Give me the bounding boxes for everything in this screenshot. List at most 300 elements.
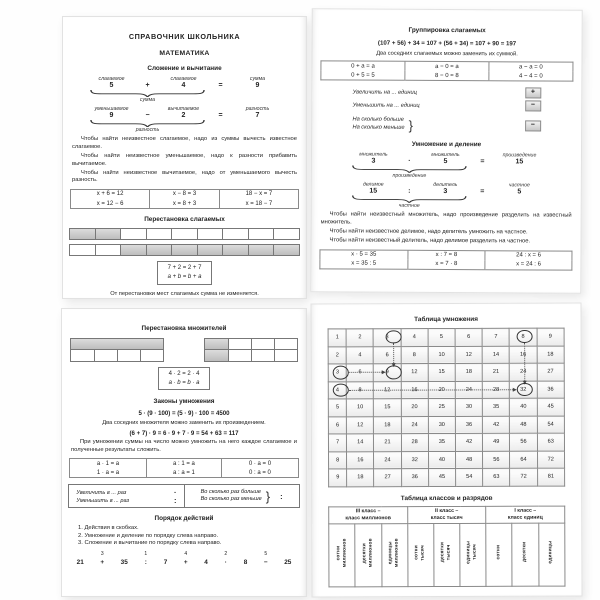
compare-lines [352,117,404,133]
diagram-term: 5 [109,82,114,89]
table-row [70,468,298,478]
table-cell: 1 · a = a [96,469,120,476]
order-rule-line: 3. Сложение и вычитание по порядку слева направо. [78,540,222,547]
rule-paragraph: Чтобы найти неизвестное делимое, надо делитель умножить на частное. [329,228,528,236]
order-number: 4 [184,551,188,558]
table-cell: 0 : a = 0 [222,468,298,478]
strip-cell [171,229,196,239]
section-heading-add-sub: Сложение и вычитание [147,65,222,72]
product-cell: 56 [483,451,510,469]
product-cell: 42 [483,416,510,434]
decrease-units-label: Уменьшить на ... единиц [352,102,420,109]
factor-grid-rows [70,338,164,362]
law-formula: a · b = b · a [168,379,200,386]
expression-token [284,551,291,566]
section-heading-order: Порядок действий [154,515,214,523]
product-cell: 35 [483,398,510,416]
product-cell: 36 [537,381,564,399]
mult-row [329,416,565,434]
product-cell: 14 [482,346,509,364]
digit-cell [512,523,538,586]
product-cell: 30 [428,416,455,434]
product-cell: 5 [328,399,346,417]
times-less-label: Во сколько раз меньше [200,496,262,503]
table-cell: 0 + 5 = 5 [351,72,375,79]
product-cell: 7 [329,434,347,452]
product-cell: 10 [347,399,374,417]
order-number [205,551,206,559]
diagram-term: 3 [371,157,376,165]
rule-paragraph: Чтобы найти неизвестный делитель, надо делимое разделить на частное. [329,237,531,245]
operand-label: уменьшаемое [94,106,129,113]
table-cell: 0 · a = 0 [222,459,298,469]
product-cell: 16 [347,451,374,469]
strip-cell [273,245,298,255]
token-text: 21 [76,559,84,567]
table-row [320,250,572,261]
product-cell: 25 [428,398,455,416]
grouping-equation: (107 + 56) + 34 = 107 + (56 + 34) = 107 + 90 = 197 [377,39,517,48]
class-group-header: II класс – класс тысяч [407,506,486,524]
diagram-term: 15 [369,187,378,195]
product-cell: 10 [428,346,455,364]
product-cell: 9 [537,328,564,346]
product-cell: 72 [510,468,537,486]
strip-cell [197,229,222,239]
increase-times-row [76,489,176,497]
brace-label: сумма [139,97,156,104]
page-bottom-right [310,303,582,598]
grid-cell [274,350,297,361]
footer-note: От перестановки мест слагаемых сумма не изменяется. [110,290,259,297]
expression-token [204,551,208,566]
decrease-times-label: Уменьшить в ... раз [76,498,130,505]
digit-label: десятки [522,542,528,563]
product-cell: 63 [483,468,510,486]
product-cell: 6 [374,346,401,364]
increase-times-label: Увеличить в ... раз [76,489,127,496]
expression-token [100,551,104,566]
product-cell: 27 [537,363,564,381]
grid-cell [251,350,275,361]
grid-cell [140,339,163,350]
curly-brace: } [265,488,271,504]
product-cell: 12 [401,364,428,382]
minus-sign-box: − [525,120,541,131]
table-row [70,459,298,469]
operand-label: множитель [431,152,460,159]
diagram-term: 2 [181,112,186,120]
expression-token [264,551,268,566]
product-cell: 4 [346,346,373,364]
order-number [124,551,125,559]
table-cell: a : a = 1 [146,468,222,478]
rules-block [312,212,581,247]
product-cell: 8 [401,346,428,364]
strip-cell [146,245,171,255]
strip-cell [120,245,145,255]
division-diagram [344,182,548,210]
law-example: 7 + 2 = 2 + 7 [167,265,202,272]
product-cell: 24 [374,451,401,469]
associative-note: Два соседних множителя можно заменить их произведением. [102,420,266,427]
product-cell: 64 [510,451,537,469]
addition-diagram [83,76,287,103]
compare-times-lines [201,489,262,505]
highlight-circle [517,330,533,344]
order-number [165,551,166,559]
product-cell: 20 [401,399,428,417]
grid-cell [205,339,229,350]
token-text: − [263,559,268,567]
product-cell: 1 [328,329,346,347]
grid-cell [71,350,95,361]
rule-paragraph: Чтобы найти неизвестное слагаемое, надо из суммы вычесть известное слагаемое. [72,136,297,150]
digit-label: десятки тысяч [440,542,452,563]
diagram-term: 9 [255,82,260,89]
factor-grids-row [62,338,306,362]
diagram-term: = [480,188,485,196]
product-cell: 6 [346,364,373,382]
product-cell: 18 [374,416,401,434]
product-cell: 24 [401,416,428,434]
table-cell: x = 24 : 6 [485,260,572,270]
addend-strip-1 [69,228,299,240]
product-cell: 15 [374,399,401,417]
product-cell: 4 [401,329,428,347]
commutative-law-box [157,261,213,284]
expression-token [164,551,168,566]
dotted-guide-line [393,343,394,365]
table-cell: x = 8 + 3 [149,199,219,209]
decrease-times-row [76,497,176,505]
classes-table-wrap [312,505,581,587]
diagram-term: 5 [443,158,448,166]
digit-label: сотни [496,544,502,560]
underbrace [89,90,206,97]
section-heading-factors: Перестановка множителей [141,325,227,332]
plus-sign-box: + [525,88,541,99]
strip-cell [222,245,247,255]
product-cell: 36 [401,469,428,487]
product-cell: 21 [482,363,509,381]
brace-label: частное [398,203,420,210]
token-text: 8 [243,559,248,567]
strip-cell [146,229,171,239]
grid-cell [94,339,118,350]
subject-title: МАТЕМАТИКА [159,50,210,57]
table-cell: a − a = 0 [489,62,573,72]
rule-paragraph: Чтобы найти неизвестное вычитаемое, надо от уменьшаемого вычесть разность. [72,169,297,184]
product-cell: 28 [482,381,509,399]
distributive-note: При умножении суммы на число можно умножить на него каждое слагаемое и полученные результаты сложить. [71,438,297,453]
expression-token [224,551,227,566]
product-cell: 8 [509,328,536,346]
expression-token [184,551,188,566]
strip-cell [197,245,222,255]
dotted-guide-line [349,372,384,373]
product-cell: 9 [374,364,401,382]
product-cell: 54 [456,468,483,486]
operand-label: делимое [362,181,384,188]
table-cell: x : 7 = 8 [407,250,485,260]
table-cell: 4 − 4 = 0 [489,71,573,81]
multiply-dot-symbol: · [174,487,177,497]
book-title: СПРАВОЧНИК ШКОЛЬНИКА [128,32,241,41]
rule-paragraph: Чтобы найти неизвестное уменьшаемое, надо к разности прибавить вычитаемое. [72,152,297,167]
digit-label: единицы миллионов [388,538,400,568]
minus-sign-box: − [525,101,541,112]
diagram-term: = [480,158,485,166]
increase-units-label: Увеличить на ... единиц [352,89,417,96]
product-cell: 3 [328,364,346,382]
operand-label: слагаемое [98,76,125,82]
divide-colon-symbol: : [174,496,177,506]
table-cell: x + 6 = 12 [96,191,124,198]
highlight-circle [386,365,402,379]
class-group-header: III класс – класс миллионов [329,506,408,524]
product-cell: 42 [455,433,482,451]
highlight-circle [517,383,533,397]
expression-token [244,551,248,566]
product-cell: 35 [428,433,455,451]
product-cell: 18 [537,346,564,364]
digit-label: единицы тысяч [466,540,479,564]
grouping-note: Два соседних слагаемых можно заменить их суммой. [376,50,518,58]
classes-table [328,505,565,587]
product-cell: 48 [456,451,483,469]
diagram-term: · [408,157,411,165]
operand-label: сумма [249,76,266,82]
token-text: + [183,559,188,567]
diagram-term: = [218,82,223,89]
associative-equation: 5 · (9 · 100) = (5 · 9) · 100 = 4500 [138,410,230,418]
digit-cell [381,524,407,587]
operand-label: множитель [359,151,388,158]
product-cell: 2 [346,329,373,347]
product-cell: 81 [537,468,564,486]
commutative-multiplication-box [158,367,211,390]
table-cell: 8 − 0 = 8 [405,71,489,81]
page-top-right [310,8,582,293]
compare-less-label: На сколько меньше [352,124,405,131]
product-cell: 8 [329,451,347,469]
product-cell: 72 [537,451,564,469]
diagram-term: 7 [255,112,260,120]
digit-cell [434,523,460,586]
class-group-header: I класс – класс единиц [486,506,565,524]
law-formula: a + b = b + a [167,273,202,280]
mult-row [329,468,565,486]
order-number: 2 [224,551,228,558]
operand-label: разность [245,106,270,113]
brace-label: разность [135,127,160,134]
product-cell: 16 [401,381,428,399]
strip-cell [248,229,273,239]
product-cell: 30 [455,398,482,416]
digit-label: единицы [548,540,554,564]
brace-label: произведение [392,172,427,180]
table-cell: x = 7 · 8 [407,260,485,270]
digit-cell [460,523,486,586]
token-text: 4 [204,559,208,567]
product-cell: 12 [347,416,374,434]
table-cell: 24 : x = 6 [485,251,572,261]
decrease-units-row [353,100,541,112]
product-cell: 15 [428,363,455,381]
operand-label: делитель [433,182,458,189]
product-cell: 6 [329,416,347,434]
product-cell: 14 [347,434,374,452]
token-text: 25 [284,559,292,567]
compare-more-label: На сколько больше [352,116,404,123]
order-expression [77,551,292,566]
digit-cell [329,524,355,587]
times-operations-box [68,484,299,508]
table-cell: x = 12 − 6 [96,200,124,207]
operand-label: произведение [502,152,537,159]
multiplication-diagram [344,152,548,180]
table-cell: a : 1 = a [146,459,222,469]
digit-cell [407,524,433,587]
order-number [245,551,246,559]
grid-cell [205,350,229,361]
token-text: + [100,559,105,567]
section-heading-laws: Законы умножения [153,398,215,406]
one-zero-properties-table [69,458,298,478]
table-row [321,61,573,72]
mult-row [329,433,565,451]
divide-colon-symbol: : [280,491,283,501]
product-cell: 49 [483,433,510,451]
class-header-row [329,506,565,524]
operand-label: частное [508,182,530,189]
factor-grid-columns [204,338,298,362]
product-cell: 32 [510,381,537,399]
order-number: 5 [264,551,268,558]
table-cell: x = 18 − 7 [220,199,299,209]
compare-block [352,117,540,134]
product-cell: 21 [374,434,401,452]
zero-properties-table [320,60,573,82]
product-cell: 16 [510,346,537,364]
highlight-circle [333,383,349,397]
token-text: : [144,559,147,567]
diagram-term: 3 [443,188,448,196]
section-heading-grouping: Группировка слагаемых [408,26,486,35]
equation-examples-table [319,249,572,271]
table-cell: 0 + a = a [351,62,375,70]
unit-operations-block [353,87,541,112]
digit-cell [355,524,381,587]
mult-row [328,346,564,364]
diagram-term: 9 [109,112,114,120]
table-row [71,189,298,199]
page-bottom-left [61,308,307,597]
diagram-term: : [408,188,411,196]
grid-cell [117,350,141,361]
product-cell: 56 [510,433,537,451]
strip-cell [273,229,298,239]
order-rule-line: 2. Умножение и деление по порядку слева направо. [78,532,219,539]
curly-brace: } [408,117,413,133]
table-row [320,259,572,270]
product-cell: 20 [428,381,455,399]
diagram-term: 4 [181,82,186,89]
product-cell: 18 [347,469,374,487]
mult-row [328,398,564,416]
order-number: 3 [100,551,104,558]
product-cell: 27 [374,469,401,487]
section-heading-mul-div: Умножение и деление [411,140,482,149]
order-number: 1 [144,551,148,558]
strip-cell [95,245,120,255]
addend-strip-2 [69,244,299,256]
distributive-equation: (6 + 7) · 9 = 6 · 9 + 7 · 9 = 54 + 63 = 117 [129,430,239,438]
digit-row [329,523,565,587]
product-cell: 9 [329,469,347,487]
product-cell: 6 [455,328,482,346]
order-rule-line: 1. Действия в скобках. [78,525,139,532]
rule-paragraph: Чтобы найти неизвестный множитель, надо произведение разделить на известный множитель. [320,211,572,226]
rules-block [63,136,306,185]
section-heading-mult-table: Таблица умножения [414,315,478,324]
grid-cell [251,339,275,350]
product-cell: 48 [510,416,537,434]
product-cell: 45 [428,468,455,486]
subtraction-diagram [83,106,287,133]
section-heading-commutative: Перестановка слагаемых [144,216,225,224]
digit-label: десятки миллионов [362,538,374,568]
multiplication-table [328,328,565,487]
product-cell: 2 [328,346,346,364]
times-more-label: Во сколько раз больше [200,488,262,495]
highlight-circle [385,330,401,344]
multiplication-table-wrap [328,328,565,487]
expression-token [121,551,128,566]
product-cell: 28 [401,434,428,452]
product-cell: 24 [510,363,537,381]
product-cell: 40 [510,398,537,416]
highlight-circle [333,366,349,380]
strip-cell [222,229,247,239]
token-text: · [224,559,227,567]
diagram-term: + [145,82,150,89]
order-number [287,551,288,559]
underbrace [89,120,206,127]
digit-label: сотни тысяч [414,544,426,561]
diagram-term: − [145,112,150,120]
operand-label: слагаемое [170,76,197,82]
table-row [321,70,573,81]
table-cell: x − 8 = 3 [149,189,219,199]
mult-row [329,451,565,469]
equation-examples-table [70,189,298,209]
table-cell: 18 − x = 7 [220,189,299,199]
product-cell: 3 [373,329,400,347]
order-number [80,551,81,559]
token-text: 35 [120,559,128,567]
expression-token [77,551,84,566]
strip-cell [70,245,94,255]
diagram-term: = [218,112,223,120]
grid-cell [140,350,163,361]
digit-label: сотни миллионов [335,538,348,568]
product-cell: 7 [482,328,509,346]
law-example: 4 · 2 = 2 · 4 [168,371,200,377]
compare-times-cell [184,485,299,507]
strip-cell [95,229,120,239]
